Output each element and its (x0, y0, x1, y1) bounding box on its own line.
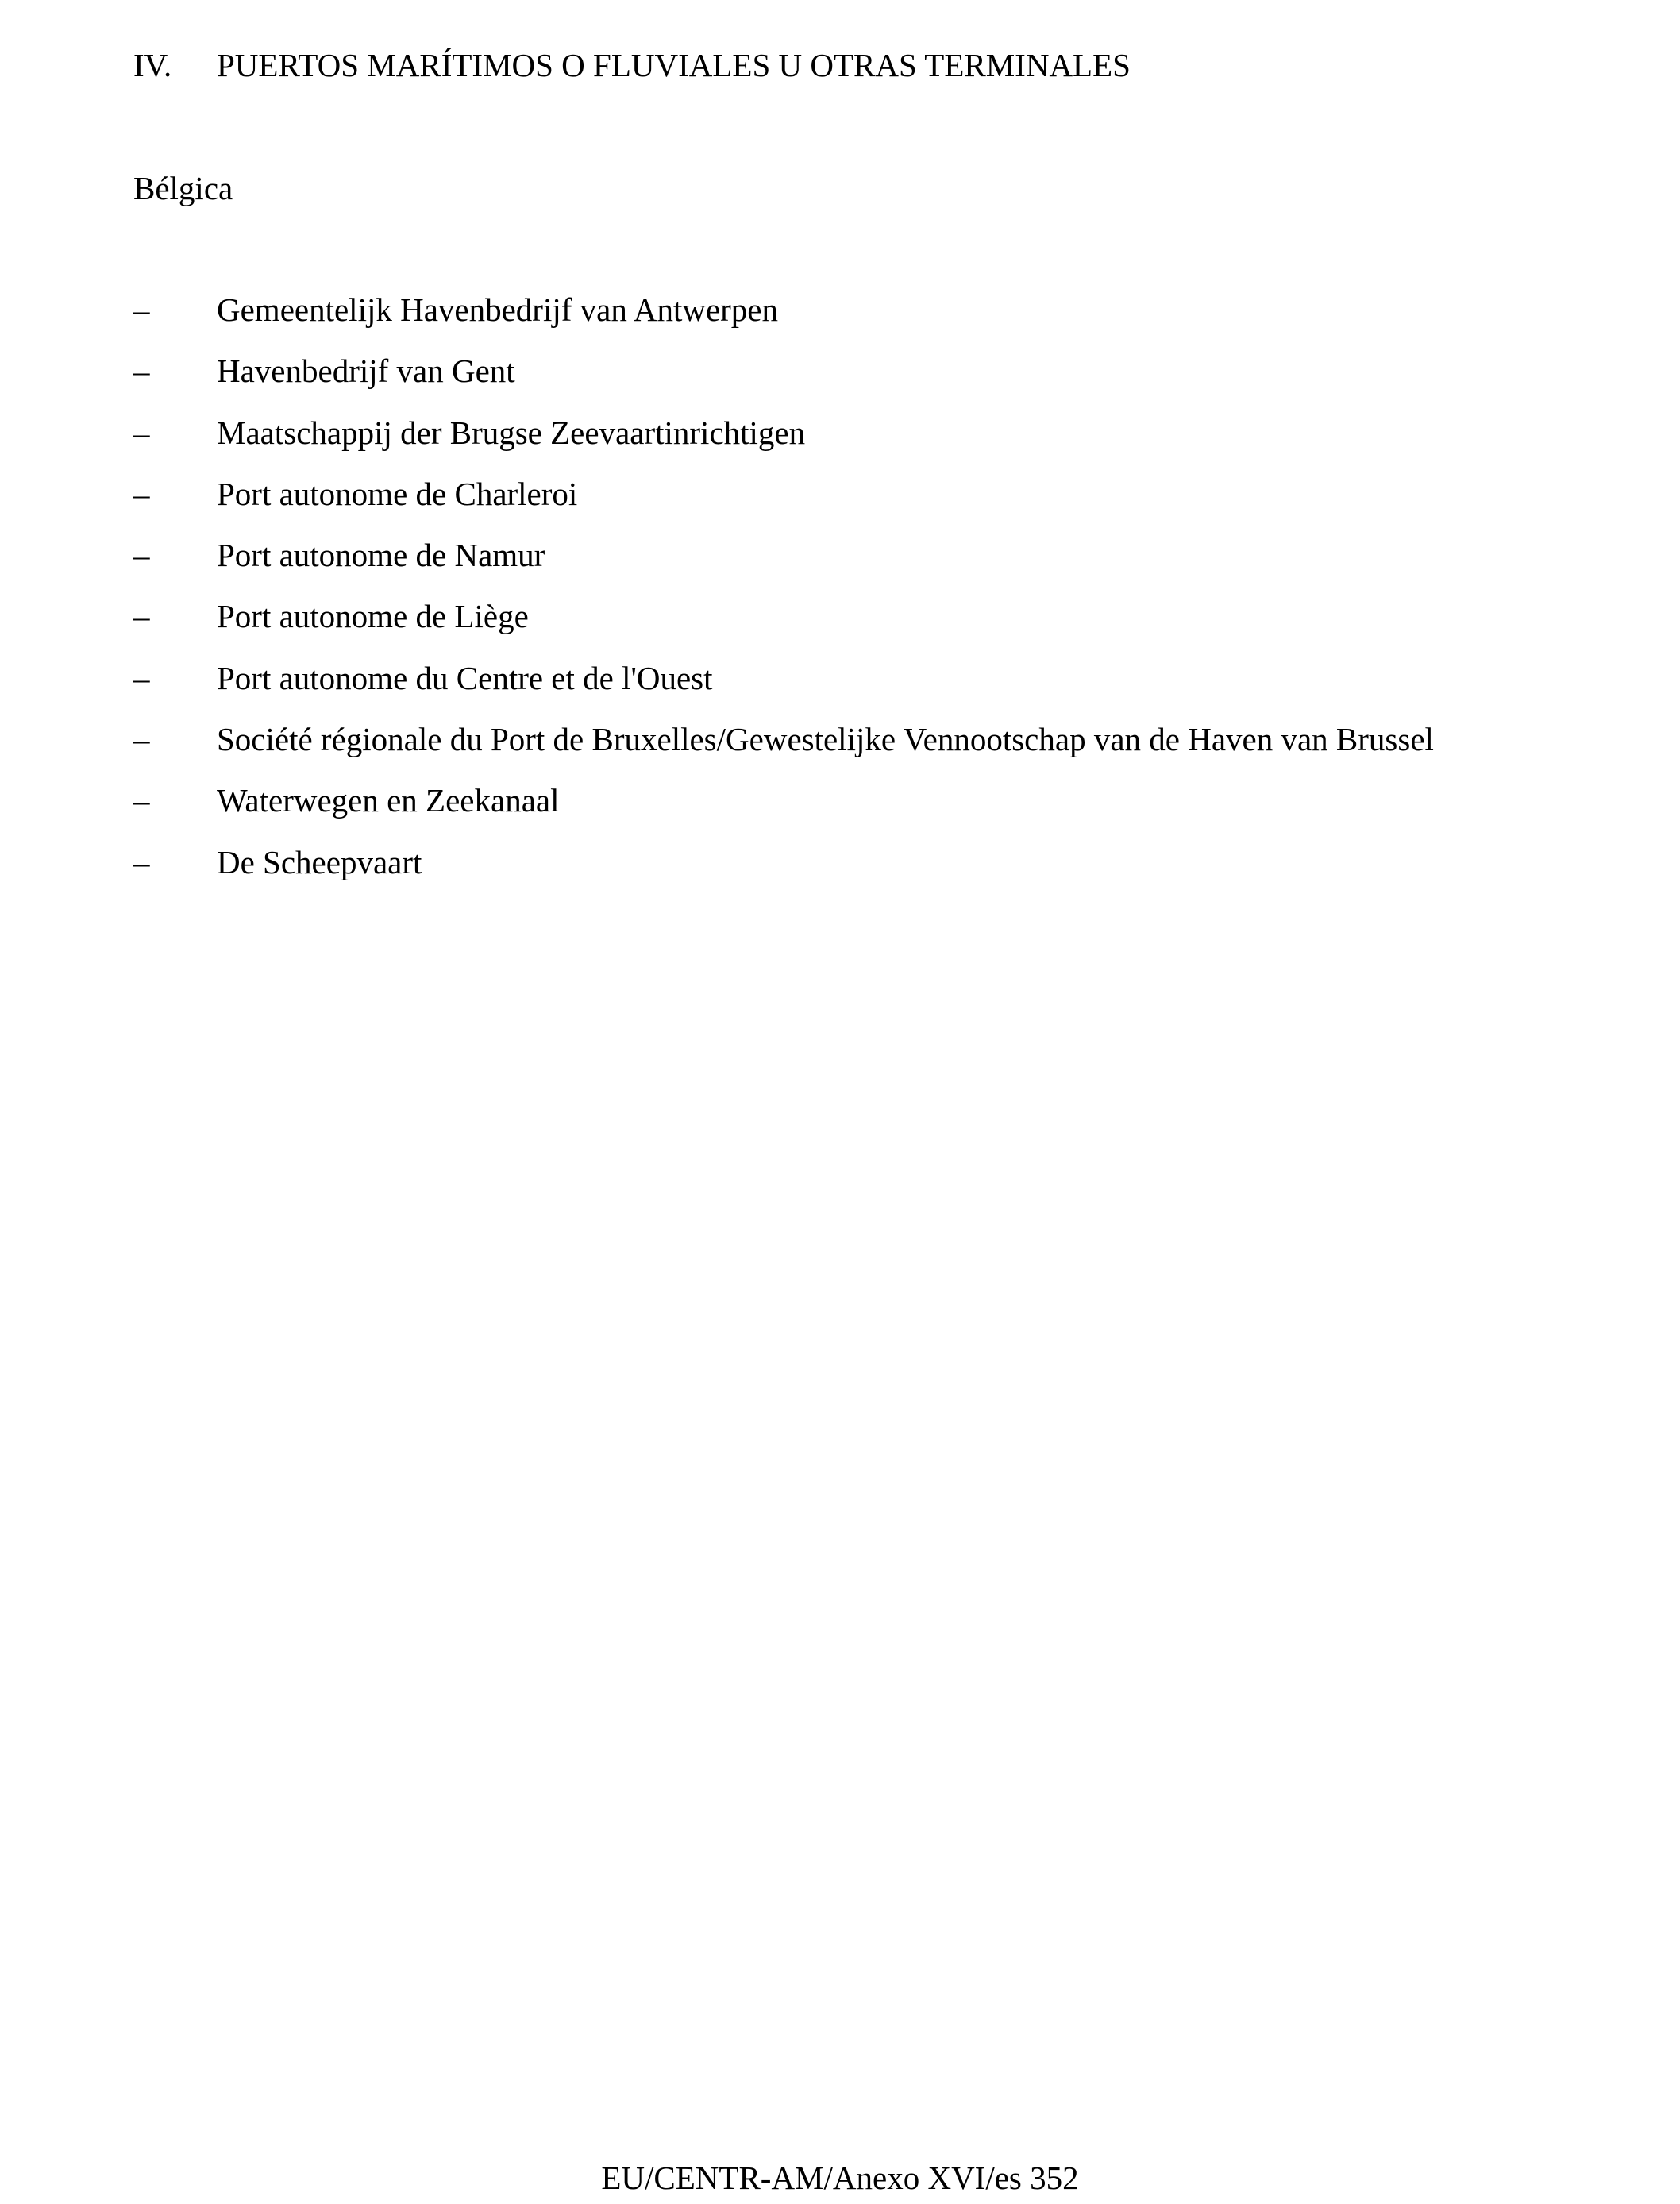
dash-bullet: – (133, 537, 150, 574)
list-item (133, 531, 1434, 592)
dash-bullet: – (133, 659, 150, 696)
entity-list (133, 286, 1434, 900)
list-item (133, 838, 1434, 900)
entity-name: Société régionale du Port de Bruxelles/Gewestelijke Vennootschap van de Haven van Brussel (217, 721, 1434, 758)
entity-name: De Scheepvaart (217, 843, 422, 880)
dash-bullet: – (133, 843, 150, 880)
entity-name: Maatschappij der Brugse Zeevaartinrichtigen (217, 414, 806, 451)
list-item (133, 592, 1434, 653)
country-heading: Bélgica (133, 170, 233, 206)
dash-bullet: – (133, 598, 150, 635)
section-heading (133, 41, 1131, 89)
entity-name: Waterwegen en Zeekanaal (217, 782, 560, 819)
entity-name: Gemeentelijk Havenbedrijf van Antwerpen (217, 291, 778, 328)
entity-name: Havenbedrijf van Gent (217, 353, 515, 390)
entity-name: Port autonome de Charleroi (217, 475, 578, 512)
section-number: IV. (133, 47, 172, 83)
dash-bullet: – (133, 291, 150, 328)
list-item (133, 654, 1434, 715)
dash-bullet: – (133, 414, 150, 451)
list-item (133, 286, 1434, 347)
entity-name: Port autonome de Namur (217, 537, 545, 574)
dash-bullet: – (133, 353, 150, 390)
page-footer: EU/CENTR-AM/Anexo XVI/es 352 (601, 2160, 1079, 2196)
section-title: PUERTOS MARÍTIMOS O FLUVIALES U OTRAS TERMINALES (217, 47, 1131, 83)
list-item (133, 409, 1434, 470)
dash-bullet: – (133, 475, 150, 512)
list-item (133, 470, 1434, 531)
entity-name: Port autonome du Centre et de l'Ouest (217, 659, 713, 696)
list-item (133, 347, 1434, 408)
list-item (133, 776, 1434, 838)
dash-bullet: – (133, 721, 150, 758)
dash-bullet: – (133, 782, 150, 819)
list-item (133, 715, 1434, 776)
entity-name: Port autonome de Liège (217, 598, 529, 635)
